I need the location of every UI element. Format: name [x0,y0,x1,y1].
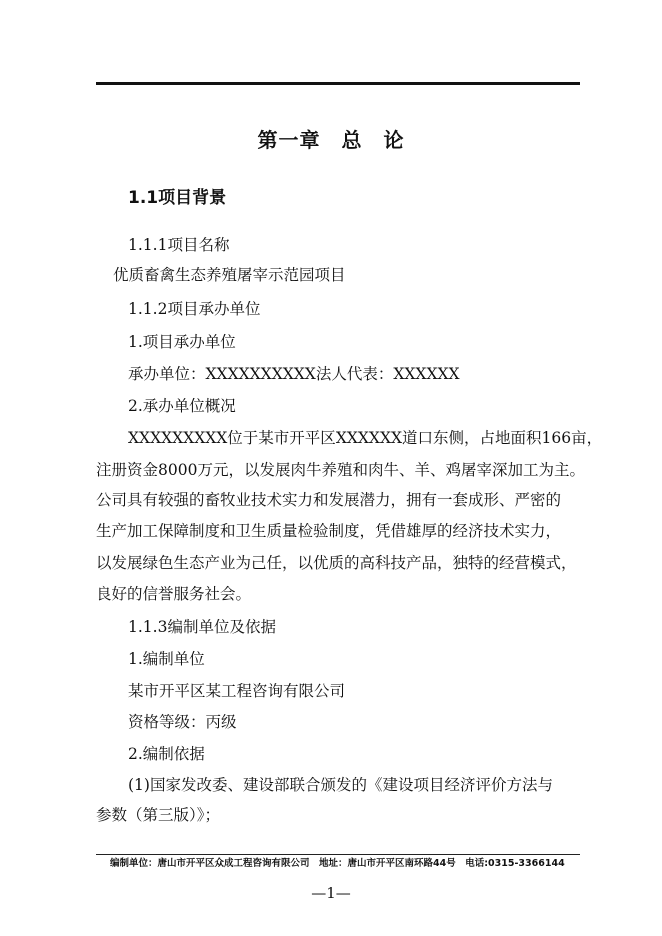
subsection-heading-1-1-2: 1.1.2项目承办单位 [128,300,261,318]
overview-paragraph-line: XXXXXXXXX位于某市开平区XXXXXX道口东侧，占地面积166亩， [128,429,603,447]
overview-paragraph-line: 以发展绿色生态产业为己任，以优质的高科技产品，独特的经营模式， [96,554,577,572]
item-compiler-heading: 1.编制单位 [128,650,205,668]
section-heading-1-1: 1.1项目背景 [128,188,227,208]
basis-line: 参数（第三版）》； [96,806,221,824]
compiler-name: 某市开平区某工程咨询有限公司 [128,682,346,700]
chapter-title: 第一章 总 论 [257,128,405,152]
header-rule [96,82,580,85]
qualification-grade: 资格等级：丙级 [128,713,237,731]
item-overview-heading: 2.承办单位概况 [128,397,236,415]
footer-contact-info: 编制单位：唐山市开平区众成工程咨询有限公司 地址：唐山市开平区南环路44号 电话:0315-3366144 [110,858,565,869]
overview-paragraph-line: 注册资金8000万元，以发展肉牛养殖和肉牛、羊、鸡屠宰深加工为主。 [96,461,585,479]
footer-rule [96,854,580,855]
item-basis-heading: 2.编制依据 [128,745,205,763]
overview-paragraph-line: 公司具有较强的畜牧业技术实力和发展潜力，拥有一套成形、严密的 [96,491,562,509]
basis-line: (1)国家发改委、建设部联合颁发的《建设项目经济评价方法与 [128,776,553,794]
host-unit-line: 承办单位：XXXXXXXXXX法人代表：XXXXXX [128,365,460,383]
overview-paragraph-line: 良好的信誉服务社会。 [96,585,252,603]
project-name: 优质畜禽生态养殖屠宰示范园项目 [113,266,346,284]
subsection-heading-1-1-1: 1.1.1项目名称 [128,236,230,254]
item-host-unit-heading: 1.项目承办单位 [128,333,236,351]
page-number: —1— [311,884,351,902]
overview-paragraph-line: 生产加工保障制度和卫生质量检验制度，凭借雄厚的经济技术实力， [96,522,562,540]
subsection-heading-1-1-3: 1.1.3编制单位及依据 [128,618,276,636]
